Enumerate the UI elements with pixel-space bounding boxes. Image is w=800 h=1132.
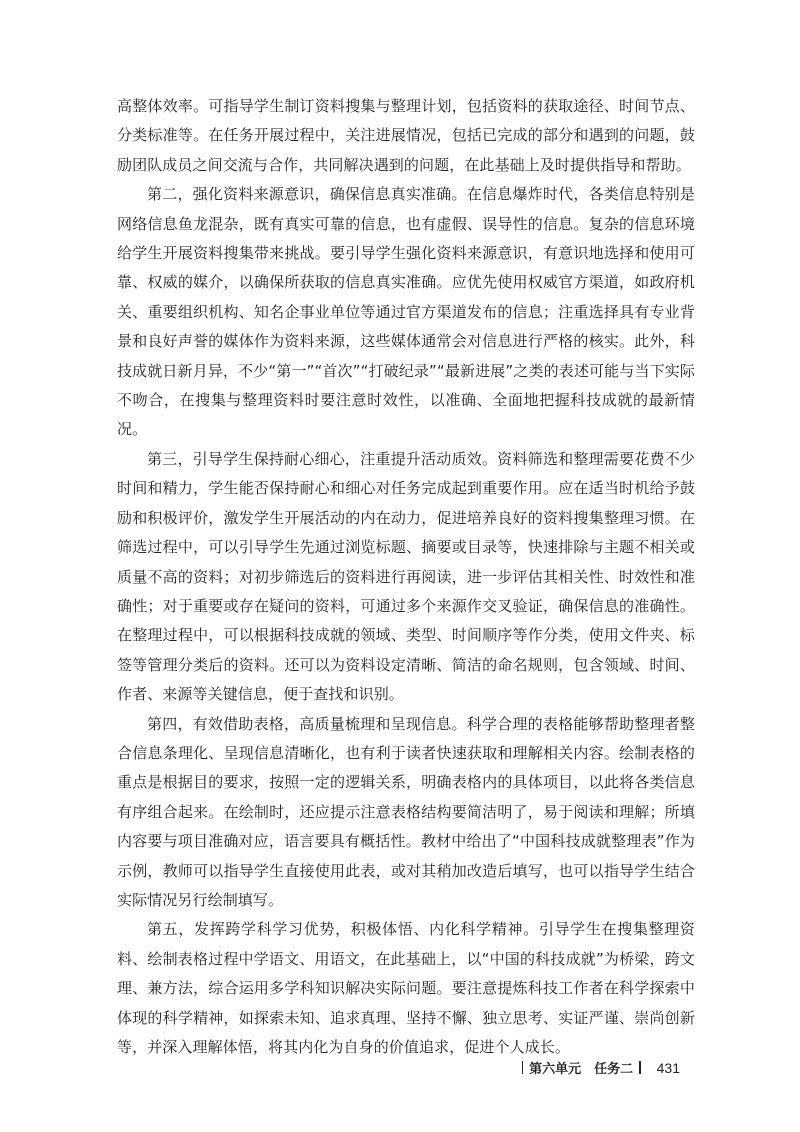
page-number: 431 [656, 1059, 680, 1076]
page-body [117, 92, 695, 1062]
footer-divider-right [639, 1061, 641, 1074]
footer-section-label: 第六单元 任务二 [529, 1062, 634, 1077]
paragraph-point-four: 第四，有效借助表格，高质量梳理和呈现信息。科学合理的表格能够帮助整理者整合信息条理化、呈现信息清晰化，也有利于读者快速获取和理解相关内容。绘制表格的重点是根据目的要求，按照一定的逻辑关系，明确表格内的具体项目，以此将各类信息有序组合起来。在绘制时，还应提示注意表格结构要简洁明了，易于阅读和理解；所填内容要与项目准确对应，语言要具有概括性。教材中给出了“中国科技成就整理表”作为示例，教师可以指导学生直接使用此表，或对其稍加改造后填写，也可以指导学生结合实际情况另行绘制填写。 [117, 714, 695, 909]
paragraph-point-five: 第五，发挥跨学科学习优势，积极体悟、内化科学精神。引导学生在搜集整理资料、绘制表格过程中学语文、用语文，在此基础上，以“中国的科技成就”为桥梁，跨文理、兼方法，综合运用多学科知识解决实际问题。要注意提炼科技工作者在科学探索中体现的科学精神，如探索未知、追求真理、坚持不懈、独立思考、实证严谨、崇尚创新等，并深入理解体悟，将其内化为自身的价值追求，促进个人成长。 [117, 920, 695, 1056]
paragraph-point-three: 第三，引导学生保持耐心细心，注重提升活动质效。资料筛选和整理需要花费不少时间和精力，学生能否保持耐心和细心对任务完成起到重要作用。应在适当时机给予鼓励和积极评价，激发学生开展活动的内在动力，促进培养良好的资料搜集整理习惯。在筛选过程中，可以引导学生先通过浏览标题、摘要或目录等，快速排除与主题不相关或质量不高的资料；对初步筛选后的资料进行再阅读，进一步评估其相关性、时效性和准确性；对于重要或存在疑问的资料，可通过多个来源作交叉验证，确保信息的准确性。在整理过程中，可以根据科技成就的领域、类型、时间顺序等作分类，使用文件夹、标签等管理分类后的资料。还可以为资料设定清晰、简洁的命名规则，包含领域、时间、作者、来源等关键信息，便于查找和识别。 [117, 449, 695, 704]
paragraph-point-two: 第二，强化资料来源意识，确保信息真实准确。在信息爆炸时代，各类信息特别是网络信息鱼龙混杂，既有真实可靠的信息，也有虚假、误导性的信息。复杂的信息环境给学生开展资料搜集带来挑战。要引导学生强化资料来源意识，有意识地选择和使用可靠、权威的媒介，以确保所获取的信息真实准确。应优先使用权威官方渠道，如政府机关、重要组织机构、知名企事业单位等通过官方渠道发布的信息；注重选择具有专业背景和良好声誉的媒体作为资料来源，这些媒体通常会对信息进行严格的核实。此外，科技成就日新月异，不少“第一”“首次”“打破纪录”“最新进展”之类的表述可能与当下实际不吻合，在搜集与整理资料时要注意时效性，以准确、全面地把握科技成就的最新情况。 [117, 185, 695, 439]
footer-divider-left [522, 1061, 524, 1074]
page-footer [500, 1058, 680, 1077]
paragraph-continuation: 高整体效率。可指导学生制订资料搜集与整理计划，包括资料的获取途径、时间节点、分类标准等。在任务开展过程中，关注进展情况，包括已完成的部分和遇到的问题，鼓励团队成员之间交流与合作，共同解决遇到的问题，在此基础上及时提供指导和帮助。 [117, 97, 695, 174]
